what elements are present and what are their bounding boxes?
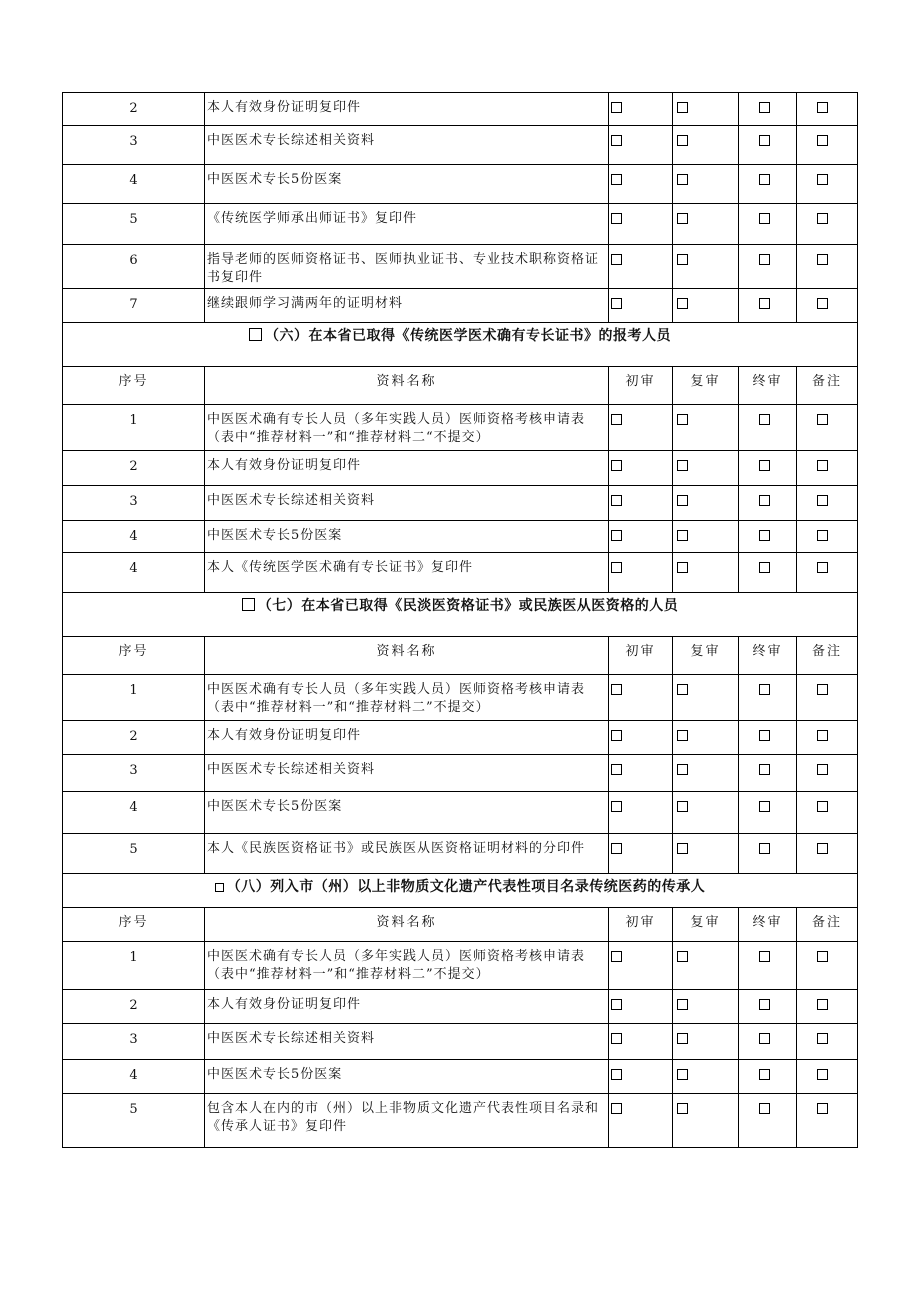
review-cell-3 xyxy=(739,165,797,204)
review-cell-2 xyxy=(673,451,739,486)
review-cell-3 xyxy=(739,834,797,874)
review-cell-4 xyxy=(797,553,858,593)
review-checkbox-3[interactable] xyxy=(759,102,770,113)
review-cell-2 xyxy=(673,834,739,874)
review-cell-1 xyxy=(609,486,673,521)
review-checkbox-3[interactable] xyxy=(759,562,770,573)
header-c3: 终审 xyxy=(739,637,797,675)
header-c3: 终审 xyxy=(739,908,797,942)
material-name: 中医医术专长综述相关资料 xyxy=(205,486,609,521)
review-cell-3 xyxy=(739,792,797,834)
review-cell-3 xyxy=(739,521,797,553)
table-row xyxy=(63,755,858,792)
row-number: 6 xyxy=(63,245,205,289)
table-row xyxy=(63,486,858,521)
review-cell-3 xyxy=(739,721,797,755)
review-checkbox-3[interactable] xyxy=(759,298,770,309)
review-cell-4 xyxy=(797,204,858,245)
material-name: 包含本人在内的市（州）以上非物质文化遗产代表性项目名录和《传承人证书》复印件 xyxy=(205,1094,609,1148)
review-cell-2 xyxy=(673,755,739,792)
review-checkbox-1[interactable] xyxy=(611,999,622,1010)
review-cell-4 xyxy=(797,289,858,323)
review-cell-1 xyxy=(609,755,673,792)
review-cell-3 xyxy=(739,126,797,165)
review-checkbox-2[interactable] xyxy=(677,460,688,471)
review-cell-1 xyxy=(609,245,673,289)
review-checkbox-4[interactable] xyxy=(817,1103,828,1114)
table-row xyxy=(63,521,858,553)
review-checkbox-3[interactable] xyxy=(759,1103,770,1114)
review-cell-4 xyxy=(797,521,858,553)
section-title-text: （七）在本省已取得《民淡医资格证书》或民族医从医资格的人员 xyxy=(257,598,679,614)
review-cell-1 xyxy=(609,1060,673,1094)
review-checkbox-3[interactable] xyxy=(759,951,770,962)
section-title-row xyxy=(63,323,858,367)
review-cell-4 xyxy=(797,755,858,792)
material-name: 中医医术确有专长人员（多年实践人员）医师资格考核申请表（表中“推荐材料一”和“推荐材料二“不提交） xyxy=(205,405,609,451)
review-checkbox-1[interactable] xyxy=(611,1069,622,1080)
review-cell-2 xyxy=(673,405,739,451)
table-row xyxy=(63,451,858,486)
review-checkbox-2[interactable] xyxy=(677,1103,688,1114)
review-checkbox-4[interactable] xyxy=(817,1069,828,1080)
review-cell-3 xyxy=(739,990,797,1024)
review-cell-1 xyxy=(609,990,673,1024)
section-title xyxy=(63,874,858,908)
table-row xyxy=(63,126,858,165)
review-cell-1 xyxy=(609,1024,673,1060)
review-checkbox-1[interactable] xyxy=(611,1103,622,1114)
review-checkbox-3[interactable] xyxy=(759,213,770,224)
review-cell-1 xyxy=(609,451,673,486)
review-checkbox-1[interactable] xyxy=(611,951,622,962)
review-checkbox-2[interactable] xyxy=(677,764,688,775)
review-checkbox-2[interactable] xyxy=(677,495,688,506)
review-cell-1 xyxy=(609,834,673,874)
review-checkbox-4[interactable] xyxy=(817,298,828,309)
row-number: 4 xyxy=(63,521,205,553)
table-row xyxy=(63,1094,858,1148)
table-row xyxy=(63,1060,858,1094)
review-cell-1 xyxy=(609,942,673,990)
table-row xyxy=(63,204,858,245)
row-number: 5 xyxy=(63,834,205,874)
header-c4: 备注 xyxy=(797,367,858,405)
review-cell-4 xyxy=(797,721,858,755)
section-title xyxy=(63,323,858,367)
table-row xyxy=(63,289,858,323)
material-name: 指导老师的医师资格证书、医师执业证书、专业技术职称资格证书复印件 xyxy=(205,245,609,289)
review-checkbox-2[interactable] xyxy=(677,951,688,962)
review-cell-1 xyxy=(609,165,673,204)
review-checkbox-4[interactable] xyxy=(817,684,828,695)
review-checkbox-4[interactable] xyxy=(817,414,828,425)
review-cell-2 xyxy=(673,486,739,521)
table-row xyxy=(63,553,858,593)
row-number: 2 xyxy=(63,990,205,1024)
review-cell-1 xyxy=(609,792,673,834)
material-name: 本人《民族医资格证书》或民族医从医资格证明材料的分印件 xyxy=(205,834,609,874)
header-name: 资料名称 xyxy=(205,637,609,675)
review-checkbox-2[interactable] xyxy=(677,999,688,1010)
review-checkbox-2[interactable] xyxy=(677,801,688,812)
row-number: 3 xyxy=(63,486,205,521)
review-cell-4 xyxy=(797,451,858,486)
review-checkbox-4[interactable] xyxy=(817,764,828,775)
review-cell-4 xyxy=(797,405,858,451)
review-cell-4 xyxy=(797,942,858,990)
review-cell-2 xyxy=(673,245,739,289)
material-name: 《传统医学师承出师证书》复印件 xyxy=(205,204,609,245)
review-cell-4 xyxy=(797,834,858,874)
table-row xyxy=(63,942,858,990)
review-cell-2 xyxy=(673,721,739,755)
review-checkbox-3[interactable] xyxy=(759,843,770,854)
review-checkbox-3[interactable] xyxy=(759,1069,770,1080)
review-cell-3 xyxy=(739,675,797,721)
review-checkbox-1[interactable] xyxy=(611,562,622,573)
review-cell-4 xyxy=(797,1024,858,1060)
review-checkbox-1[interactable] xyxy=(611,460,622,471)
review-checkbox-2[interactable] xyxy=(677,730,688,741)
row-number: 2 xyxy=(63,93,205,126)
header-c1: 初审 xyxy=(609,908,673,942)
review-checkbox-1[interactable] xyxy=(611,254,622,265)
review-cell-2 xyxy=(673,990,739,1024)
header-c1: 初审 xyxy=(609,637,673,675)
review-cell-3 xyxy=(739,942,797,990)
material-name: 中医医术专长5份医案 xyxy=(205,521,609,553)
review-checkbox-4[interactable] xyxy=(817,562,828,573)
material-name: 中医医术专长5份医案 xyxy=(205,165,609,204)
header-c4: 备注 xyxy=(797,908,858,942)
review-checkbox-4[interactable] xyxy=(817,801,828,812)
review-checkbox-2[interactable] xyxy=(677,684,688,695)
table-row xyxy=(63,165,858,204)
review-cell-2 xyxy=(673,675,739,721)
review-checkbox-1[interactable] xyxy=(611,684,622,695)
row-number: 4 xyxy=(63,792,205,834)
review-cell-1 xyxy=(609,521,673,553)
review-checkbox-1[interactable] xyxy=(611,213,622,224)
document-page xyxy=(62,92,857,1148)
review-checkbox-3[interactable] xyxy=(759,764,770,775)
review-cell-3 xyxy=(739,204,797,245)
review-checkbox-3[interactable] xyxy=(759,801,770,812)
review-checkbox-2[interactable] xyxy=(677,562,688,573)
review-cell-4 xyxy=(797,486,858,521)
review-checkbox-4[interactable] xyxy=(817,495,828,506)
review-cell-3 xyxy=(739,245,797,289)
review-cell-2 xyxy=(673,942,739,990)
review-cell-4 xyxy=(797,990,858,1024)
review-cell-2 xyxy=(673,126,739,165)
table-row xyxy=(63,792,858,834)
header-num: 序号 xyxy=(63,908,205,942)
review-cell-3 xyxy=(739,451,797,486)
review-checkbox-4[interactable] xyxy=(817,530,828,541)
column-header-row xyxy=(63,637,858,675)
row-number: 5 xyxy=(63,1094,205,1148)
section-checkbox[interactable] xyxy=(242,598,255,611)
review-cell-2 xyxy=(673,1024,739,1060)
table-row xyxy=(63,93,858,126)
review-cell-1 xyxy=(609,1094,673,1148)
review-checkbox-2[interactable] xyxy=(677,843,688,854)
review-checkbox-1[interactable] xyxy=(611,102,622,113)
review-cell-1 xyxy=(609,204,673,245)
review-cell-3 xyxy=(739,289,797,323)
row-number: 2 xyxy=(63,451,205,486)
review-checkbox-2[interactable] xyxy=(677,254,688,265)
review-checkbox-3[interactable] xyxy=(759,495,770,506)
review-cell-3 xyxy=(739,1094,797,1148)
header-c4: 备注 xyxy=(797,637,858,675)
section-title-row xyxy=(63,874,858,908)
review-cell-4 xyxy=(797,245,858,289)
review-checkbox-1[interactable] xyxy=(611,135,622,146)
review-checkbox-3[interactable] xyxy=(759,999,770,1010)
material-name: 本人有效身份证明复印件 xyxy=(205,990,609,1024)
review-cell-4 xyxy=(797,675,858,721)
row-number: 1 xyxy=(63,405,205,451)
material-name: 中医医术专长综述相关资料 xyxy=(205,755,609,792)
section-checkbox[interactable] xyxy=(249,328,262,341)
review-checkbox-4[interactable] xyxy=(817,951,828,962)
column-header-row xyxy=(63,908,858,942)
header-c2: 复审 xyxy=(673,637,739,675)
row-number: 4 xyxy=(63,165,205,204)
review-checkbox-4[interactable] xyxy=(817,460,828,471)
section-title-text: （八）列入市（州）以上非物质文化遗产代表性项目名录传统医药的传承人 xyxy=(226,879,706,895)
review-cell-2 xyxy=(673,1060,739,1094)
review-checkbox-4[interactable] xyxy=(817,999,828,1010)
review-checkbox-2[interactable] xyxy=(677,530,688,541)
review-checkbox-1[interactable] xyxy=(611,1033,622,1044)
table-row xyxy=(63,405,858,451)
review-checkbox-3[interactable] xyxy=(759,174,770,185)
header-c1: 初审 xyxy=(609,367,673,405)
header-c2: 复审 xyxy=(673,908,739,942)
header-c3: 终审 xyxy=(739,367,797,405)
review-cell-2 xyxy=(673,553,739,593)
review-cell-2 xyxy=(673,165,739,204)
review-cell-2 xyxy=(673,792,739,834)
material-name: 中医医术专长5份医案 xyxy=(205,1060,609,1094)
review-cell-3 xyxy=(739,1060,797,1094)
material-name: 本人有效身份证明复印件 xyxy=(205,93,609,126)
review-cell-4 xyxy=(797,1060,858,1094)
table-row xyxy=(63,245,858,289)
review-checkbox-2[interactable] xyxy=(677,213,688,224)
review-checkbox-2[interactable] xyxy=(677,414,688,425)
review-checkbox-4[interactable] xyxy=(817,843,828,854)
row-number: 1 xyxy=(63,942,205,990)
review-checkbox-2[interactable] xyxy=(677,1069,688,1080)
review-checkbox-1[interactable] xyxy=(611,414,622,425)
table-row xyxy=(63,990,858,1024)
review-checkbox-3[interactable] xyxy=(759,684,770,695)
table-row xyxy=(63,1024,858,1060)
row-number: 1 xyxy=(63,675,205,721)
review-cell-2 xyxy=(673,1094,739,1148)
review-cell-3 xyxy=(739,1024,797,1060)
review-checkbox-4[interactable] xyxy=(817,730,828,741)
review-cell-4 xyxy=(797,792,858,834)
review-checkbox-3[interactable] xyxy=(759,530,770,541)
review-checkbox-3[interactable] xyxy=(759,254,770,265)
review-cell-2 xyxy=(673,93,739,126)
review-cell-1 xyxy=(609,675,673,721)
column-header-row xyxy=(63,367,858,405)
review-checkbox-1[interactable] xyxy=(611,174,622,185)
review-cell-1 xyxy=(609,721,673,755)
review-cell-3 xyxy=(739,755,797,792)
row-number: 5 xyxy=(63,204,205,245)
review-cell-1 xyxy=(609,93,673,126)
review-checkbox-3[interactable] xyxy=(759,414,770,425)
review-checkbox-1[interactable] xyxy=(611,530,622,541)
review-cell-1 xyxy=(609,405,673,451)
review-cell-2 xyxy=(673,289,739,323)
review-checkbox-3[interactable] xyxy=(759,135,770,146)
review-checkbox-1[interactable] xyxy=(611,495,622,506)
header-name: 资料名称 xyxy=(205,367,609,405)
section-checkbox[interactable] xyxy=(215,883,224,892)
review-checkbox-4[interactable] xyxy=(817,174,828,185)
review-cell-4 xyxy=(797,126,858,165)
review-cell-4 xyxy=(797,93,858,126)
row-number: 2 xyxy=(63,721,205,755)
review-checkbox-2[interactable] xyxy=(677,1033,688,1044)
row-number: 3 xyxy=(63,1024,205,1060)
material-name: 本人有效身份证明复印件 xyxy=(205,721,609,755)
review-checkbox-2[interactable] xyxy=(677,102,688,113)
review-checkbox-2[interactable] xyxy=(677,174,688,185)
material-name: 本人《传统医学医术确有专长证书》复印件 xyxy=(205,553,609,593)
table-row xyxy=(63,675,858,721)
review-cell-4 xyxy=(797,165,858,204)
section-title xyxy=(63,593,858,637)
material-name: 继续跟师学习满两年的证明材料 xyxy=(205,289,609,323)
review-checkbox-1[interactable] xyxy=(611,298,622,309)
table-row xyxy=(63,721,858,755)
review-cell-3 xyxy=(739,93,797,126)
review-cell-2 xyxy=(673,521,739,553)
review-checkbox-4[interactable] xyxy=(817,254,828,265)
review-cell-3 xyxy=(739,486,797,521)
material-name: 中医医术专长综述相关资料 xyxy=(205,126,609,165)
material-name: 中医医术确有专长人员（多年实践人员）医师资格考核申请表（表中“推荐材料一”和“推荐材料二”不提交） xyxy=(205,675,609,721)
header-c2: 复审 xyxy=(673,367,739,405)
header-name: 资料名称 xyxy=(205,908,609,942)
row-number: 4 xyxy=(63,553,205,593)
materials-checklist-table xyxy=(62,92,858,1148)
review-checkbox-4[interactable] xyxy=(817,135,828,146)
section-title-row xyxy=(63,593,858,637)
review-checkbox-4[interactable] xyxy=(817,213,828,224)
review-checkbox-2[interactable] xyxy=(677,298,688,309)
table-body xyxy=(63,93,858,1148)
row-number: 7 xyxy=(63,289,205,323)
review-checkbox-1[interactable] xyxy=(611,843,622,854)
header-num: 序号 xyxy=(63,637,205,675)
review-checkbox-3[interactable] xyxy=(759,730,770,741)
header-num: 序号 xyxy=(63,367,205,405)
section-title-text: （六）在本省已取得《传统医学医术确有专长证书》的报考人员 xyxy=(265,328,671,344)
row-number: 4 xyxy=(63,1060,205,1094)
review-cell-3 xyxy=(739,553,797,593)
review-checkbox-1[interactable] xyxy=(611,730,622,741)
review-cell-2 xyxy=(673,204,739,245)
material-name: 中医医术专长综述相关资料 xyxy=(205,1024,609,1060)
review-cell-1 xyxy=(609,553,673,593)
review-cell-1 xyxy=(609,126,673,165)
material-name: 中医医术专长5份医案 xyxy=(205,792,609,834)
row-number: 3 xyxy=(63,755,205,792)
material-name: 中医医术确有专长人员（多年实践人员）医师资格考核申请表（表中“推荐材料一”和“推荐材料二”不提交） xyxy=(205,942,609,990)
review-cell-1 xyxy=(609,289,673,323)
review-cell-4 xyxy=(797,1094,858,1148)
review-checkbox-1[interactable] xyxy=(611,801,622,812)
review-cell-3 xyxy=(739,405,797,451)
review-checkbox-1[interactable] xyxy=(611,764,622,775)
review-checkbox-2[interactable] xyxy=(677,135,688,146)
material-name: 本人有效身份证明复印件 xyxy=(205,451,609,486)
review-checkbox-4[interactable] xyxy=(817,1033,828,1044)
row-number: 3 xyxy=(63,126,205,165)
table-row xyxy=(63,834,858,874)
review-checkbox-3[interactable] xyxy=(759,460,770,471)
review-checkbox-3[interactable] xyxy=(759,1033,770,1044)
review-checkbox-4[interactable] xyxy=(817,102,828,113)
